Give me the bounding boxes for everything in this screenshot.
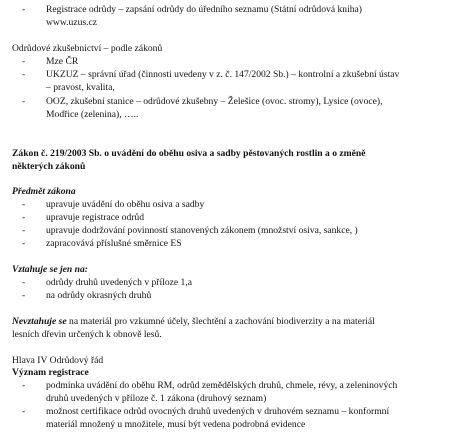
list-item-continuation: materiál množený u množitele, musí být vedena podrobná evidence [46,419,306,430]
list-item-continuation: www.uzus.cz [46,17,98,28]
list-item: - upravuje registrace odrůd [22,212,145,223]
list-item: - OOZ, zkušební stanice – odrůdové zkušebny – Želešice (ovoc. stromy), Lysice (ovoce), [22,96,383,107]
subject-heading: Předmět zákona [12,186,76,197]
list-item: - podmínka uvádění do oběhu RM, odrůd zemědělských druhů, chmele, révy, a zeleninových [22,380,398,391]
list-item: - upravuje dodržování povinností stanovených zákonem (množství osiva, sankce, ) [22,225,358,236]
not-applies-text: na materiál pro vzkumné účely, šlechtění a zachování biodiverzity a na materiál [66,316,375,327]
list-item-continuation: Modřice (zelenina), ….. [46,109,139,120]
list-item: - upravuje uvádění do oběhu osiva a sadby [22,199,205,210]
not-applies-lead: Nevztahuje se [12,316,67,327]
list-item: - Mze ČR [22,56,79,67]
list-item-text: Registrace odrůdy – zapsání odrůdy do úředního seznamu (Státní odrůdová kniha) [46,4,362,15]
chapter-heading: Hlava IV Odrůdový řád [12,355,104,366]
not-applies-continuation: lesních dřevin určených k obnově lesů. [12,329,162,340]
list-item: - zapracovává příslušné směrnice ES [22,238,182,249]
list-item: - na odrůdy okrasných druhů [22,290,152,301]
list-item-continuation: druhů uvedených v příloze č. 1 zákona (druhový seznam) [46,393,267,404]
list-item: - možnost certifikace odrůd ovocných druhů uvedených v druhovém seznamu – konformní [22,406,390,417]
list-item-continuation: – pravost, kvalita, [46,82,115,93]
list-item: - UKZUZ – správní úřad (činnosti uvedeny v z. č. 147/2002 Sb.) – kontrolní a zkušební ústav [22,69,400,80]
not-applies-paragraph [12,316,375,328]
chapter-subheading: Význam registrace [12,367,89,378]
applies-heading: Vztahuje se jen na: [12,264,88,275]
bullet-dash: - [22,4,26,15]
law-title: Zákon č. 219/2003 Sb. o uvádění do oběhu osiva a sadby pěstovaných rostlin a o změně [12,148,366,159]
section-heading: Odrůdové zkušebnictví – podle zákonů [12,43,163,54]
law-title-continuation: některých zákonů [12,161,86,172]
list-item [22,4,362,16]
list-item: - odrůdy druhů uvedených v příloze 1,a [22,277,192,288]
